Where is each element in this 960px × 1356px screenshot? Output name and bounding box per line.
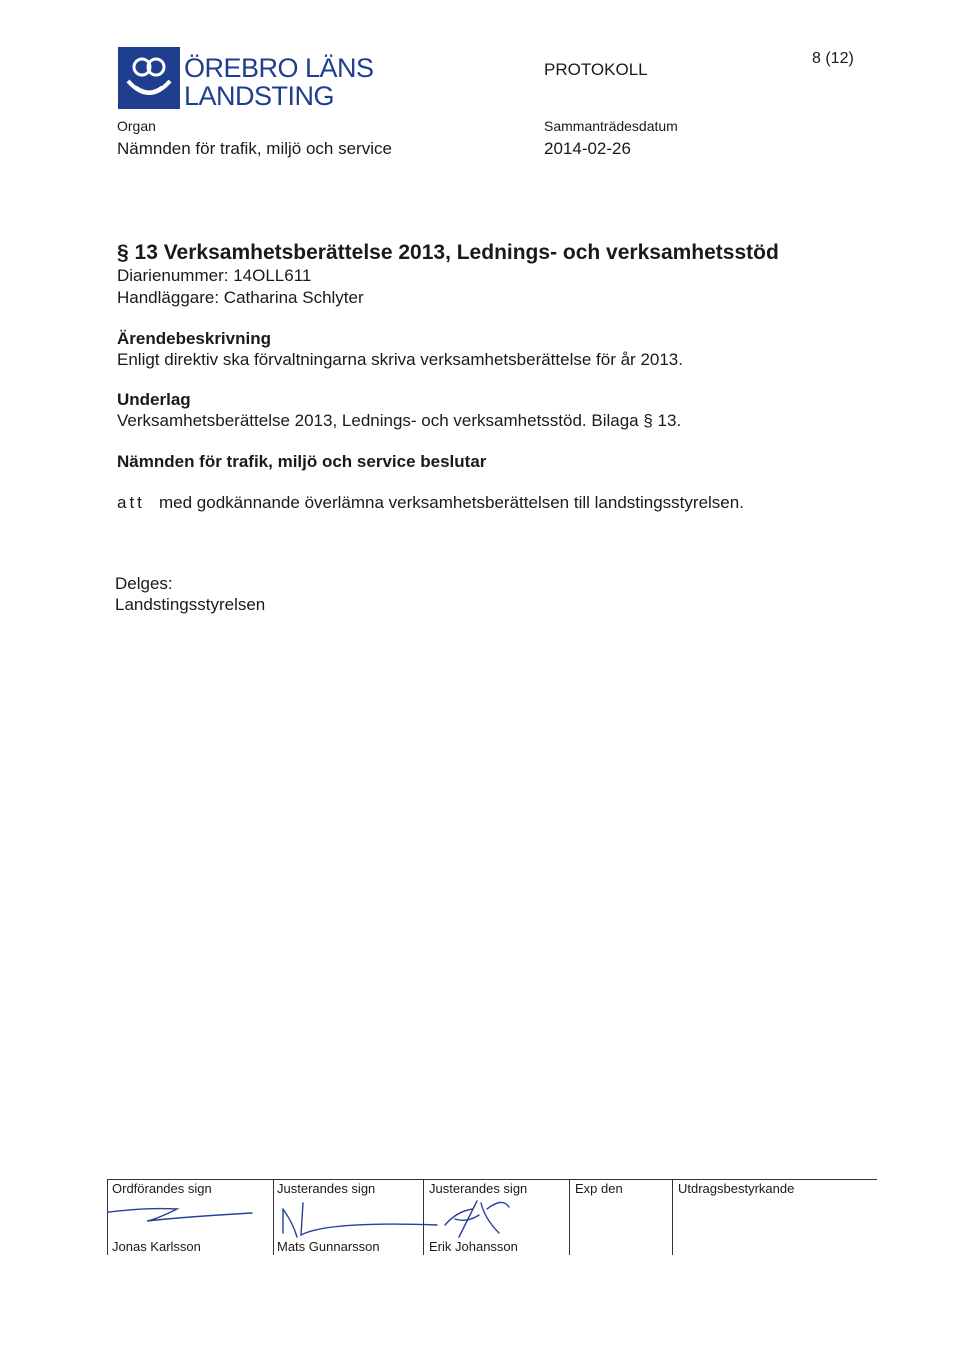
landsting-logo-icon [118,47,180,109]
signatory-name-ordforande: Jonas Karlsson [112,1239,201,1254]
signature-justerande-2-icon [445,1201,509,1237]
signatory-name-justerande-1: Mats Gunnarsson [277,1239,380,1254]
signature-table [107,1179,877,1255]
signature-header-exp-den: Exp den [575,1181,623,1196]
signature-header-utdragsbestyrkande: Utdragsbestyrkande [678,1181,795,1196]
delges-label: Delges: [115,574,173,593]
signature-table-top-border [107,1179,877,1180]
underlag-heading: Underlag [117,390,191,409]
page-number: 8 (12) [812,50,854,67]
logo-text-line2: LANDSTING [184,81,335,111]
arende-text: Enligt direktiv ska förvaltningarna skriva verksamhetsberättelse för år 2013. [117,350,683,369]
beslut-prefix: att [117,493,145,512]
diarienummer: Diarienummer: 14OLL611 [117,266,312,285]
signature-header-justerande-1: Justerandes sign [277,1181,376,1196]
beslut-heading: Nämnden för trafik, miljö och service beslutar [117,452,487,471]
arende-heading: Ärendebeskrivning [117,329,271,348]
signature-column-divider [107,1179,108,1255]
signature-column-divider [423,1179,424,1255]
signature-header-ordforande: Ordförandes sign [112,1181,212,1196]
signature-column-divider [672,1179,673,1255]
signature-justerande-1-icon [283,1203,437,1237]
handlaggare: Handläggare: Catharina Schlyter [117,288,364,307]
section-title: § 13 Verksamhetsberättelse 2013, Lednings- och verksamhetsstöd [117,241,779,264]
delges-value: Landstingsstyrelsen [115,595,266,614]
document-type: PROTOKOLL [544,60,648,79]
organ-value: Nämnden för trafik, miljö och service [117,139,392,158]
underlag-text: Verksamhetsberättelse 2013, Lednings- och verksamhetsstöd. Bilaga § 13. [117,411,682,430]
logo-text-line1: ÖREBRO LÄNS [184,53,374,83]
organ-label: Organ [117,118,156,134]
meeting-date-label: Sammanträdesdatum [544,118,678,134]
signatory-name-justerande-2: Erik Johansson [429,1239,518,1254]
signature-column-divider [569,1179,570,1255]
signature-ordforande-icon [107,1209,252,1221]
signature-column-divider [273,1179,274,1255]
signature-header-justerande-2: Justerandes sign [429,1181,528,1196]
meeting-date-value: 2014-02-26 [544,139,631,158]
beslut-text: med godkännande överlämna verksamhetsberättelsen till landstingsstyrelsen. [159,493,744,512]
